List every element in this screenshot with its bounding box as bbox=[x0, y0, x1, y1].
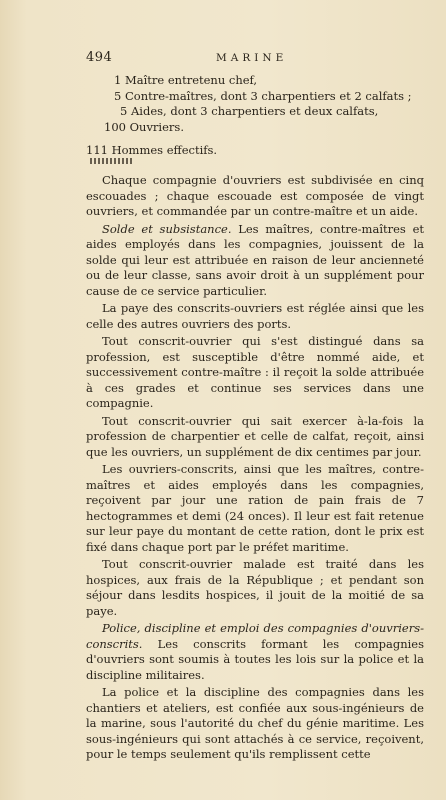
paragraph-text: La paye des conscrits-ouvriers est réglée ainsi que les celle des autres ouvriers des ports. bbox=[86, 301, 424, 331]
paragraph-text: Tout conscrit-ouvrier qui sait exercer à-la-fois la profession de charpentier et celle de calfat, reçoit, ainsi que les ouvriers, un supplément de dix centimes par jour. bbox=[86, 413, 424, 459]
page-header bbox=[86, 50, 424, 70]
body-text bbox=[86, 173, 424, 764]
paragraph bbox=[86, 301, 424, 332]
tally-line: 1 Maître entretenu chef, bbox=[114, 73, 258, 87]
personnel-tally bbox=[104, 73, 426, 135]
paragraph bbox=[86, 621, 424, 683]
running-head: MARINE bbox=[216, 52, 288, 64]
paragraph bbox=[86, 557, 424, 619]
paragraph bbox=[86, 334, 424, 412]
page-number: 494 bbox=[86, 50, 113, 65]
paragraph bbox=[86, 462, 424, 555]
tally-line: 5 Contre-maîtres, dont 3 charpentiers et 2 calfats ; bbox=[114, 88, 412, 103]
paragraph-text: Tout conscrit-ouvrier qui s'est distingué dans sa profession, est susceptible d'être nommé aide, et successivement contre-maître : il reçoit la solde attribuée à ces grades et continue ses services dans une compagnie. bbox=[86, 334, 424, 410]
paragraph-lead: Police, discipline et emploi des compagnies d'ouvriers-conscrits. bbox=[86, 621, 424, 651]
paragraph bbox=[86, 685, 424, 763]
paragraph bbox=[86, 173, 424, 220]
tally-total-text: 111 Hommes effectifs. bbox=[86, 143, 218, 157]
tally-line: 100 Ouvriers. bbox=[104, 119, 184, 134]
paragraph-text: Chaque compagnie d'ouvriers est subdivisée en cinq escouades ; chaque escouade est composée de vingt ouvriers, et commandée par un contre-maître et un aide. bbox=[86, 173, 424, 218]
ornamental-rule bbox=[90, 158, 132, 164]
paragraph-text: Les maîtres, contre-maîtres et aides employés dans les compagnies, jouissent de la solde qui leur est attribuée en raison de leur ancienneté ou de leur classe, sans avoir droit à un supplément pour cause de ce service particulier. bbox=[86, 221, 424, 298]
paragraph-text: Les conscrits formant les compagnies d'ouvriers sont soumis à toutes les lois sur la police et la discipline militaires. bbox=[86, 636, 424, 682]
tally-total bbox=[86, 142, 217, 158]
paragraph-lead: Solde et subsistance. bbox=[102, 221, 232, 236]
paragraph bbox=[86, 414, 424, 461]
paragraph-text: Les ouvriers-conscrits, ainsi que les maîtres, contre-maîtres et aides employés dans les compagnies, reçoivent par jour une ration de pain frais de 7 hectogrammes et demi (24 onces). Il leur est fait retenue sur leur paye du montant de cette ration, dont le prix est fixé dans chaque port par le préfet maritime. bbox=[86, 462, 424, 554]
tally-line: 5 Aides, dont 3 charpentiers et deux calfats, bbox=[120, 104, 379, 118]
paragraph-text: Tout conscrit-ouvrier malade est traité dans les hospices, aux frais de la République ; et pendant son séjour dans lesdits hospices, il jouit de la moitié de sa paye. bbox=[86, 557, 424, 618]
paragraph bbox=[86, 222, 424, 300]
paragraph-text: La police et la discipline des compagnies dans les chantiers et ateliers, est confiée aux sous-ingénieurs de la marine, sous l'autorité du chef du génie maritime. Les sous-ingénieurs qui sont attachés à ce service, reçoivent, pour le temps seulement qu'ils remplissent cette bbox=[86, 685, 424, 761]
